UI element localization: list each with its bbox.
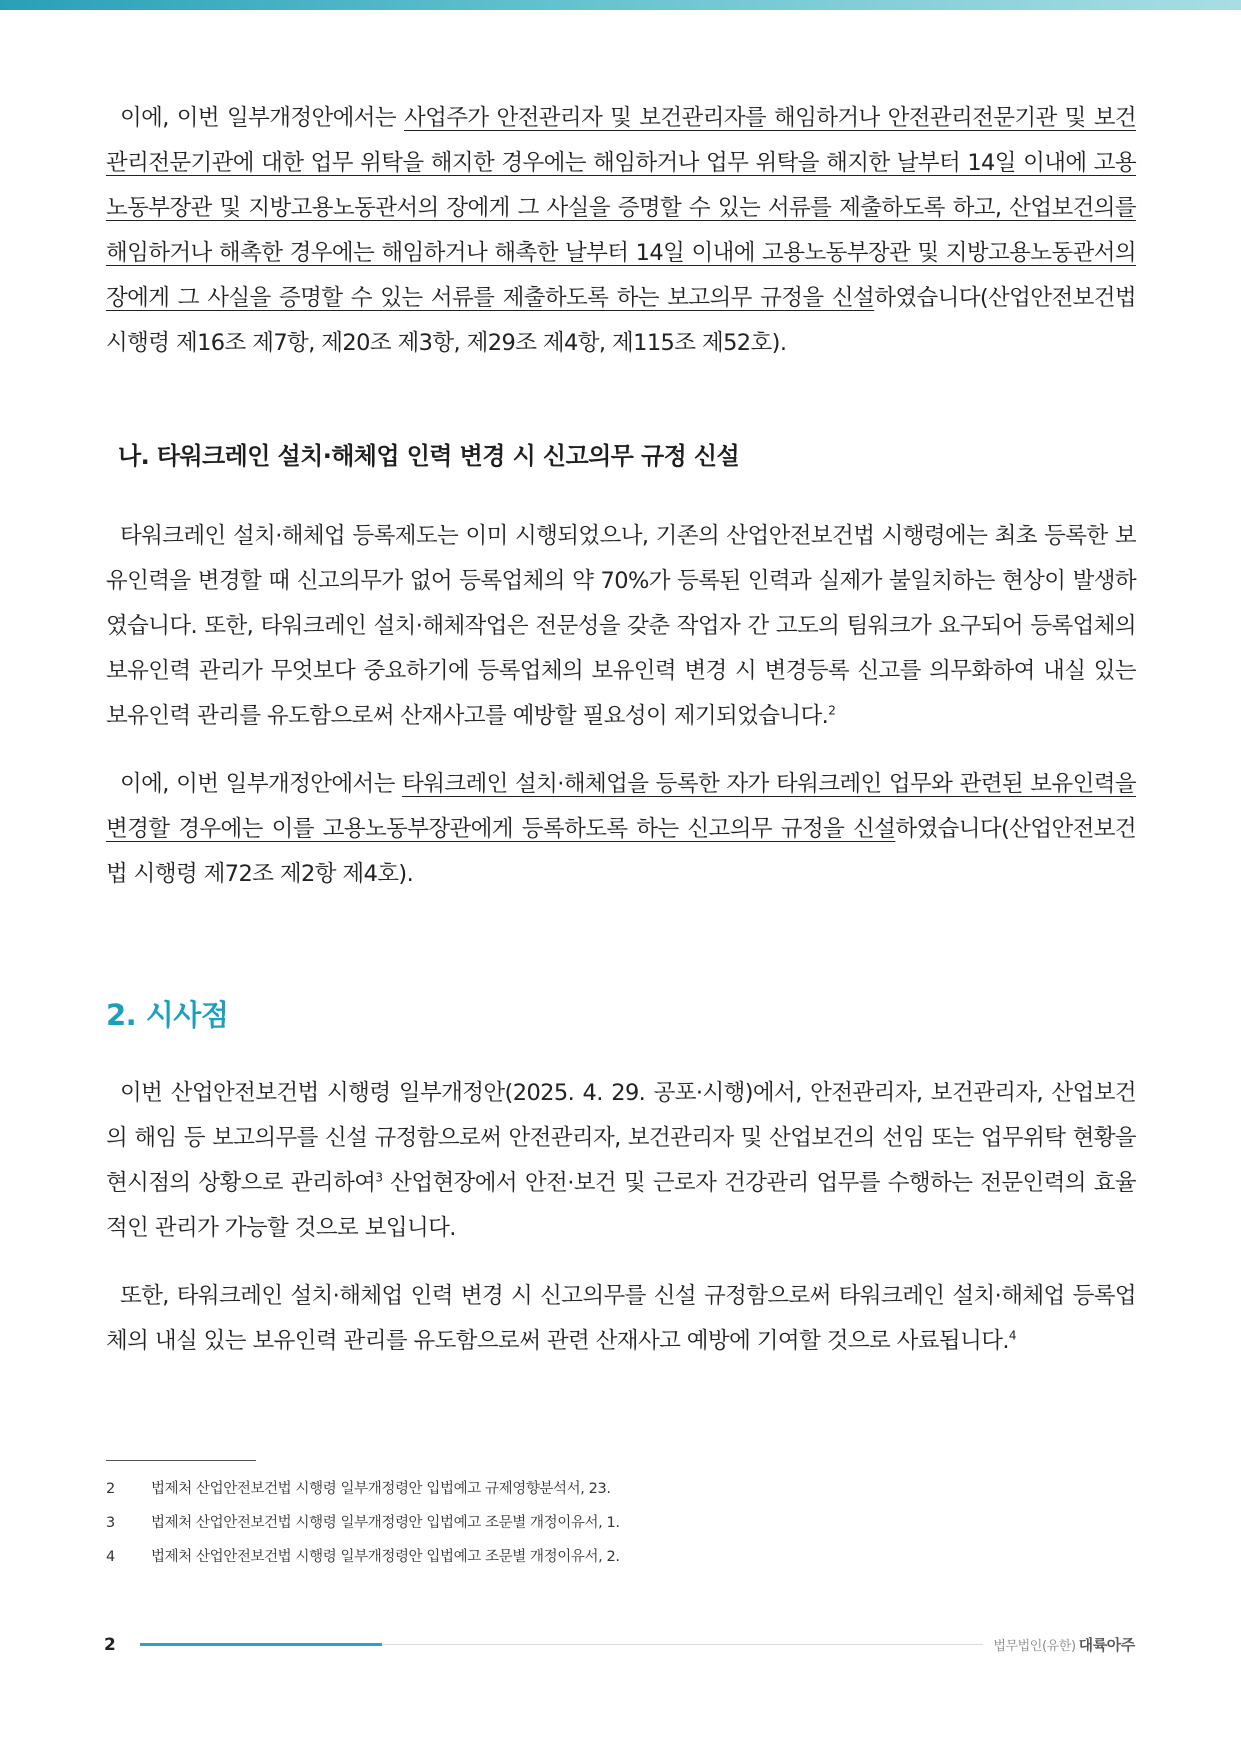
footnote-ref[interactable]: 4 [1008,1328,1016,1343]
paragraph-text: 산업현장에서 안전·보건 및 근로자 건강관리 업무를 수행하는 전문인력의 효율적인 관리가 가능할 것으로 보입니다. [106,1170,1136,1241]
paragraph-text: 이번 산업안전보건법 시행령 일부개정안(2025. 4. 29. 공포·시행)에서, 안전관리자, 보건관리자, 산업보건의 해임 등 보고의무를 신설 규정함으로써 안전관리자, 보건관리자 및 산업보건의 선임 또는 업무위탁 현황을 현시점의 상황으로 관리하여 [106,1080,1136,1196]
footnote-ref[interactable]: 3 [375,1170,383,1185]
page-footer [0,1630,1241,1660]
paragraph-text: 하였습니다(산업안전보건법 시행령 제16조 제7항, 제20조 제3항, 제29조 제4항, 제115조 제52호). [106,285,1136,356]
footnotes [106,1479,1136,1581]
footer-accent-line [140,1643,382,1646]
footnote-ref[interactable]: 2 [828,703,836,718]
paragraph-text: 이에, 이번 일부개정안에서는 [120,105,405,131]
underlined-text: 타워크레인 설치·해체업을 등록한 자가 타워크레인 업무와 관련된 보유인력을 변경할 경우에는 이를 고용노동부장관에게 등록하도록 하는 신고의무 규정을 신설 [106,771,1136,842]
footnote-number: 3 [106,1515,115,1531]
paragraph-text: 이에, 이번 일부개정안에서는 [120,771,403,797]
page-number: 2 [104,1635,116,1655]
footnote-divider [106,1460,256,1461]
footnote-item [106,1513,1136,1533]
footnote-text: 법제처 산업안전보건법 시행령 일부개정령안 입법예고 규제영향분석서, 23. [151,1481,611,1497]
paragraph-implications-1 [106,1071,1136,1251]
firm-prefix: 법무법인(유한) [993,1639,1076,1654]
firm-logo-text [993,1630,1135,1662]
paragraph-text: 또한, 타워크레인 설치·해체업 인력 변경 시 신고의무를 신설 규정함으로써 타워크레인 설치·해체업 등록업체의 내실 있는 보유인력 관리를 유도함으로써 관련 산재사고 예방에 기여할 것으로 사료됩니다. [106,1283,1136,1354]
paragraph-tower-crane-amendment [106,762,1136,897]
page-body [106,96,1136,1364]
firm-name: 대륙아주 [1078,1636,1135,1654]
paragraph-text: 하였습니다(산업안전보건법 시행령 제72조 제2항 제4호). [106,816,1136,887]
footnote-item [106,1547,1136,1567]
paragraph-reporting-duty [106,96,1136,366]
section-title-implications: 2. 시사점 [106,998,229,1032]
footnote-text: 법제처 산업안전보건법 시행령 일부개정령안 입법예고 조문별 개정이유서, 2. [151,1549,620,1565]
top-accent-bar [0,0,1241,10]
footnote-number: 4 [106,1549,115,1565]
subheading-tower-crane: 나. 타워크레인 설치·해체업 인력 변경 시 신고의무 규정 신설 [118,442,740,470]
footnote-number: 2 [106,1481,115,1497]
footnote-item [106,1479,1136,1499]
paragraph-text: 타워크레인 설치·해체업 등록제도는 이미 시행되었으나, 기존의 산업안전보건법 시행령에는 최초 등록한 보유인력을 변경할 때 신고의무가 없어 등록업체의 약 70%가 등록된 인력과 실제가 불일치하는 현상이 발생하였습니다. 또한, 타워크레인 설치·해체작업은 전문성을 갖춘 작업자 간 고도의 팀워크가 요구되어 등록업체의 보유인력 관리가 무엇보다 중요하기에 등록업체의 보유인력 변경 시 변경등록 신고를 의무화하여 내실 있는 보유인력 관리를 유도함으로써 산재사고를 예방할 필요성이 제기되었습니다. [106,523,1136,729]
underlined-text: 사업주가 안전관리자 및 보건관리자를 해임하거나 안전관리전문기관 및 보건관리전문기관에 대한 업무 위탁을 해지한 경우에는 해임하거나 업무 위탁을 해지한 날부터 14일 이내에 고용노동부장관 및 지방고용노동관서의 장에게 그 사실을 증명할 수 있는 서류를 제출하도록 하고, 산업보건의를 해임하거나 해촉한 경우에는 해임하거나 해촉한 날부터 14일 이내에 고용노동부장관 및 지방고용노동관서의 장에게 그 사실을 증명할 수 있는 서류를 제출하도록 하는 보고의무 규정을 신설 [106,105,1136,311]
footnote-text: 법제처 산업안전보건법 시행령 일부개정령안 입법예고 조문별 개정이유서, 1. [151,1515,620,1531]
paragraph-implications-2 [106,1274,1136,1364]
paragraph-tower-crane-background [106,514,1136,739]
